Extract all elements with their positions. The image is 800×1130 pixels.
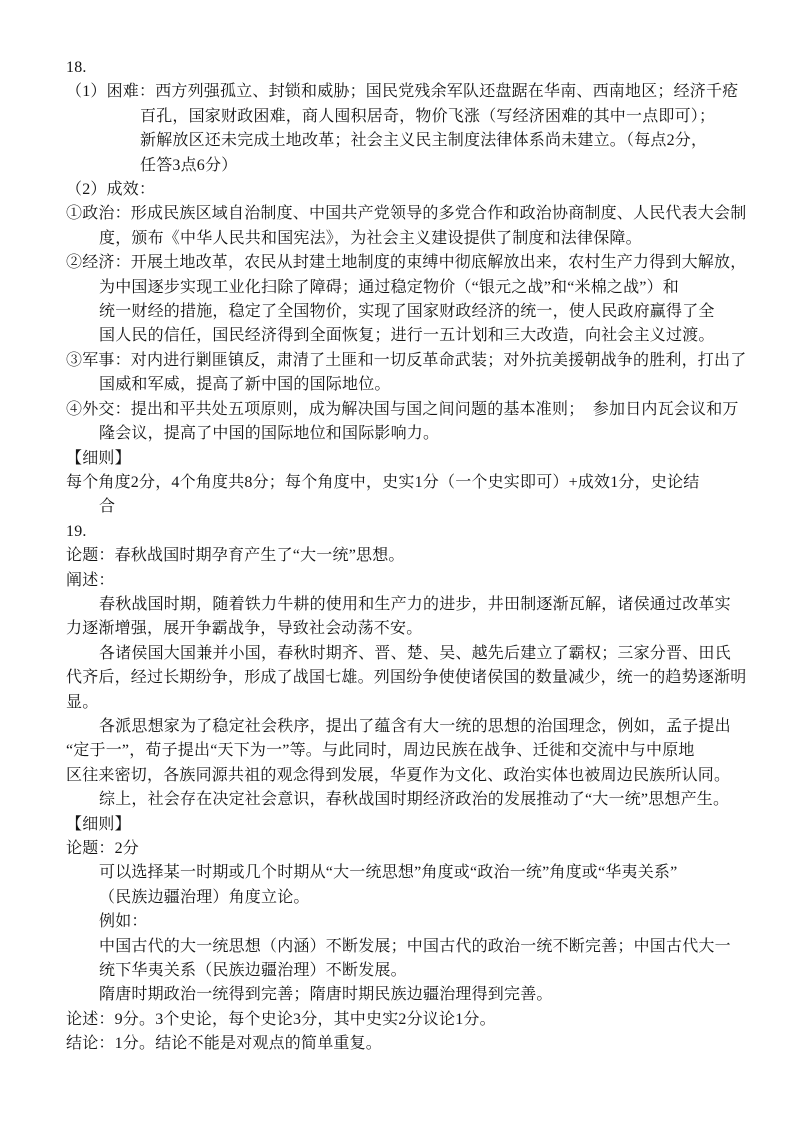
text-line: 合 (99, 498, 116, 516)
text-line: 各诸侯国大国兼并小国，春秋时期齐、晋、楚、吴、越先后建立了霸权；三家分晋、田氏 (99, 644, 731, 662)
text-line: 结论：1分。结论不能是对观点的简单重复。 (66, 1035, 383, 1053)
document-body (66, 56, 747, 1057)
text-line: 综上，社会存在决定社会意识，春秋战国时期经济政治的发展推动了“大一统”思想产生。 (99, 791, 730, 809)
text-line: 百孔，国家财政困难，商人囤积居奇，物价飞涨（写经济困难的其中一点即可）； (140, 107, 716, 125)
text-line: 【细则】 (66, 449, 131, 467)
text-line: 统一财经的措施，稳定了全国物价，实现了国家财政经济的统一，使人民政府赢得了全 (99, 303, 715, 321)
text-line: “定于一”，荀子提出“天下为一”等。与此同时，周边民族在战争、迁徙和交流中与中原地 (66, 742, 695, 760)
text-line: 为中国逐步实现工业化扫除了障碍；通过稳定物价（“银元之战”和“米棉之战”）和 (99, 278, 680, 296)
text-line: 春秋战国时期，随着铁力牛耕的使用和生产力的进步，井田制逐渐瓦解，诸侯通过改革实 (99, 595, 731, 613)
text-line: 隋唐时期政治一统得到完善；隋唐时期民族边疆治理得到完善。 (99, 986, 553, 1004)
text-line: 18. (66, 59, 87, 76)
text-line: ③军事：对内进行剿匪镇反，肃清了土匪和一切反革命武装；对外抗美援朝战争的胜利，打出了 (66, 351, 747, 369)
text-line: 新解放区还未完成土地改革；社会主义民主制度法律体系尚未建立。（每点2分， (140, 132, 708, 150)
text-line: 论述：9分。3个史论，每个史论3分，其中史实2分议论1分。 (66, 1010, 496, 1028)
text-line: 【细则】 (66, 815, 131, 833)
text-line: 国人民的信任，国民经济得到全面恢复；进行一五计划和三大改造，向社会主义过渡。 (99, 327, 715, 345)
text-line: 19. (66, 522, 87, 540)
text-line: 国威和军威，提高了新中国的国际地位。 (99, 376, 391, 394)
text-line: 论题：2分 (66, 840, 140, 857)
text-line: 隆会议，提高了中国的国际地位和国际影响力。 (99, 425, 440, 443)
text-line: （1）困难：西方列强孤立、封锁和威胁；国民党残余军队还盘踞在华南、西南地区；经济千疮 (66, 83, 739, 101)
text-line: 显。 (66, 693, 99, 711)
text-line: ④外交：提出和平共处五项原则，成为解决国与国之间问题的基本准则； 参加日内瓦会议和万 (66, 400, 739, 418)
text-line: 例如： (99, 913, 148, 931)
text-line: 度，颁布《中华人民共和国宪法》，为社会主义建设提供了制度和法律保障。 (99, 229, 642, 247)
text-line: 代齐后，经过长期纷争，形成了战国七雄。列国纷争使使诸侯国的数量减少，统一的趋势逐渐明 (66, 669, 747, 687)
text-line: 区往来密切，各族同源共祖的观念得到发展，华夏作为文化、政治实体也被周边民族所认同。 (66, 766, 731, 784)
text-line: 各派思想家为了稳定社会秩序，提出了蕴含有大一统的思想的治国理念，例如，孟子提出 (99, 717, 731, 735)
text-line: 论题：春秋战国时期孕育产生了“大一统”思想。 (66, 547, 405, 565)
text-line: （民族边疆治理）角度立论。 (99, 888, 310, 906)
text-line: （2）成效： (66, 181, 156, 199)
text-line: ①政治：形成民族区域自治制度、中国共产党领导的多党合作和政治协商制度、人民代表大会制 (66, 205, 747, 223)
text-line: 每个角度2分，4个角度共8分；每个角度中，史实1分（一个史实即可）+成效1分，史论结 (66, 473, 700, 491)
text-line: ②经济：开展土地改革，农民从封建土地制度的束缚中彻底解放出来，农村生产力得到大解放， (66, 254, 747, 272)
text-line: 任答3点6分） (140, 156, 238, 174)
text-line: 力逐渐增强，展开争霸战争，导致社会动荡不安。 (66, 620, 423, 638)
text-line: 阐述： (66, 571, 115, 589)
text-line: 统下华夷关系（民族边疆治理）不断发展。 (99, 962, 407, 980)
text-line: 中国古代的大一统思想（内涵）不断发展；中国古代的政治一统不断完善；中国古代大一 (99, 937, 731, 955)
text-line: 可以选择某一时期或几个时期从“大一统思想”角度或“政治一统”角度或“华夷关系” (99, 864, 678, 882)
